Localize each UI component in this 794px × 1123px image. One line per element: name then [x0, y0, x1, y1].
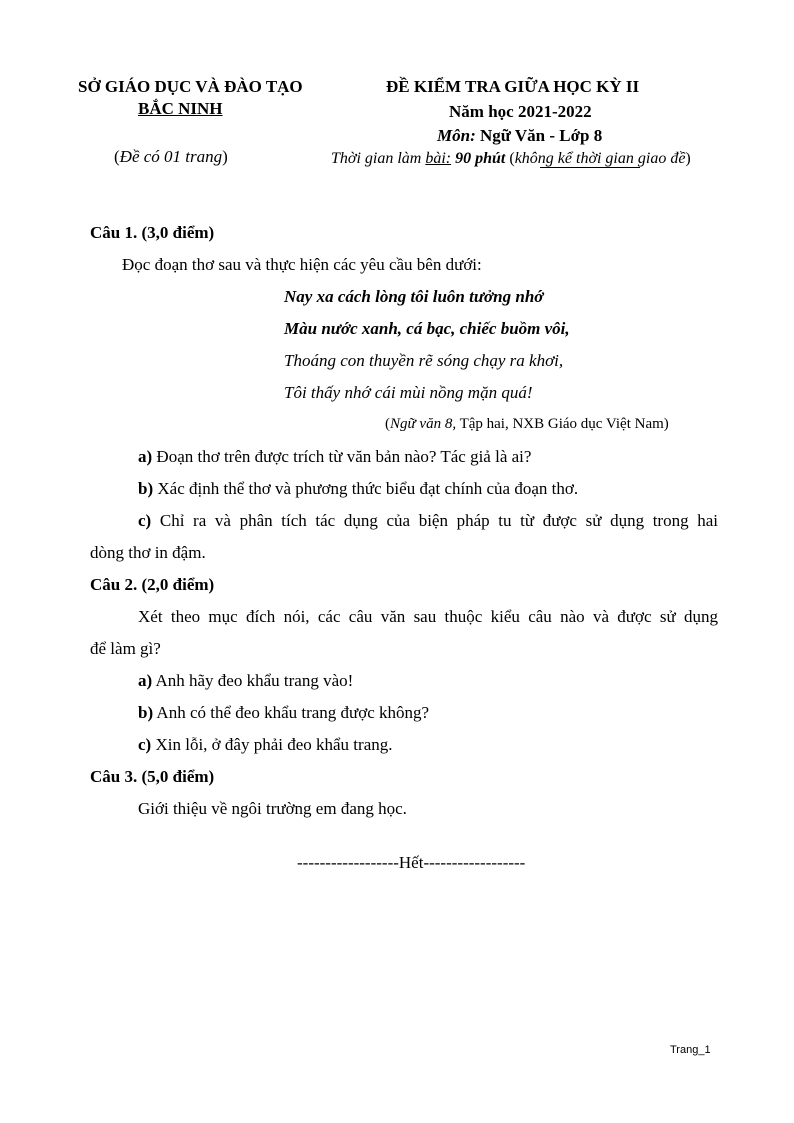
question-1-instruction: Đọc đoạn thơ sau và thực hiện các yêu cầu bên dưới:	[122, 255, 482, 274]
end-marker: ------------------Hết------------------	[297, 853, 526, 872]
question-1-heading: Câu 1. (3,0 điểm)	[90, 223, 215, 242]
poem-line-1: Nay xa cách lòng tôi luôn tưởng nhớ	[284, 287, 544, 306]
question-2-part-a: a) Anh hãy đeo khẩu trang vào!	[138, 671, 354, 690]
question-2-part-c: c) Xin lỗi, ở đây phải đeo khẩu trang.	[138, 735, 393, 754]
question-1-part-b: b) Xác định thể thơ và phương thức biểu đạt chính của đoạn thơ.	[138, 479, 579, 498]
poem-line-4: Tôi thấy nhớ cái mùi nồng mặn quá!	[284, 383, 533, 402]
exam-title: ĐỀ KIỂM TRA GIỮA HỌC KỲ II	[386, 77, 640, 96]
school-year: Năm học 2021-2022	[449, 102, 592, 121]
poem-line-2: Màu nước xanh, cá bạc, chiếc buồm vôi,	[284, 319, 570, 338]
question-1-part-c-line-1: c) Chỉ ra và phân tích tác dụng của biện pháp tu từ được sử dụng trong hai	[138, 511, 718, 530]
page-number: Trang_1	[670, 1044, 711, 1056]
question-3-prompt: Giới thiệu về ngôi trường em đang học.	[138, 799, 407, 818]
question-1-part-a: a) Đoạn thơ trên được trích từ văn bản nào? Tác giả là ai?	[138, 447, 532, 466]
province-name: BẮC NINH	[138, 99, 223, 118]
duration-underline	[540, 167, 640, 168]
exam-duration: Thời gian làm bài: 90 phút (không kể thời gian giao đề)	[331, 150, 691, 167]
question-3-heading: Câu 3. (5,0 điểm)	[90, 767, 215, 786]
subject-label: Môn:	[437, 126, 476, 145]
question-2-instruction-line-2: để làm gì?	[90, 639, 161, 658]
question-2-instruction-line-1: Xét theo mục đích nói, các câu văn sau thuộc kiểu câu nào và được sử dụng	[138, 607, 718, 626]
subject-line	[437, 125, 602, 147]
question-2-part-b: b) Anh có thể đeo khẩu trang được không?	[138, 703, 430, 722]
question-1-part-c-line-2: dòng thơ in đậm.	[90, 543, 206, 562]
poem-line-3: Thoáng con thuyền rẽ sóng chạy ra khơi,	[284, 351, 564, 370]
pages-note: (Đề có 01 trang)	[114, 147, 228, 166]
question-2-heading: Câu 2. (2,0 điểm)	[90, 575, 215, 594]
poem-source: (Ngữ văn 8, Tập hai, NXB Giáo dục Việt Nam)	[385, 416, 669, 432]
department-name: SỞ GIÁO DỤC VÀ ĐÀO TẠO	[78, 77, 303, 96]
subject-value: Ngữ Văn - Lớp 8	[479, 126, 603, 145]
